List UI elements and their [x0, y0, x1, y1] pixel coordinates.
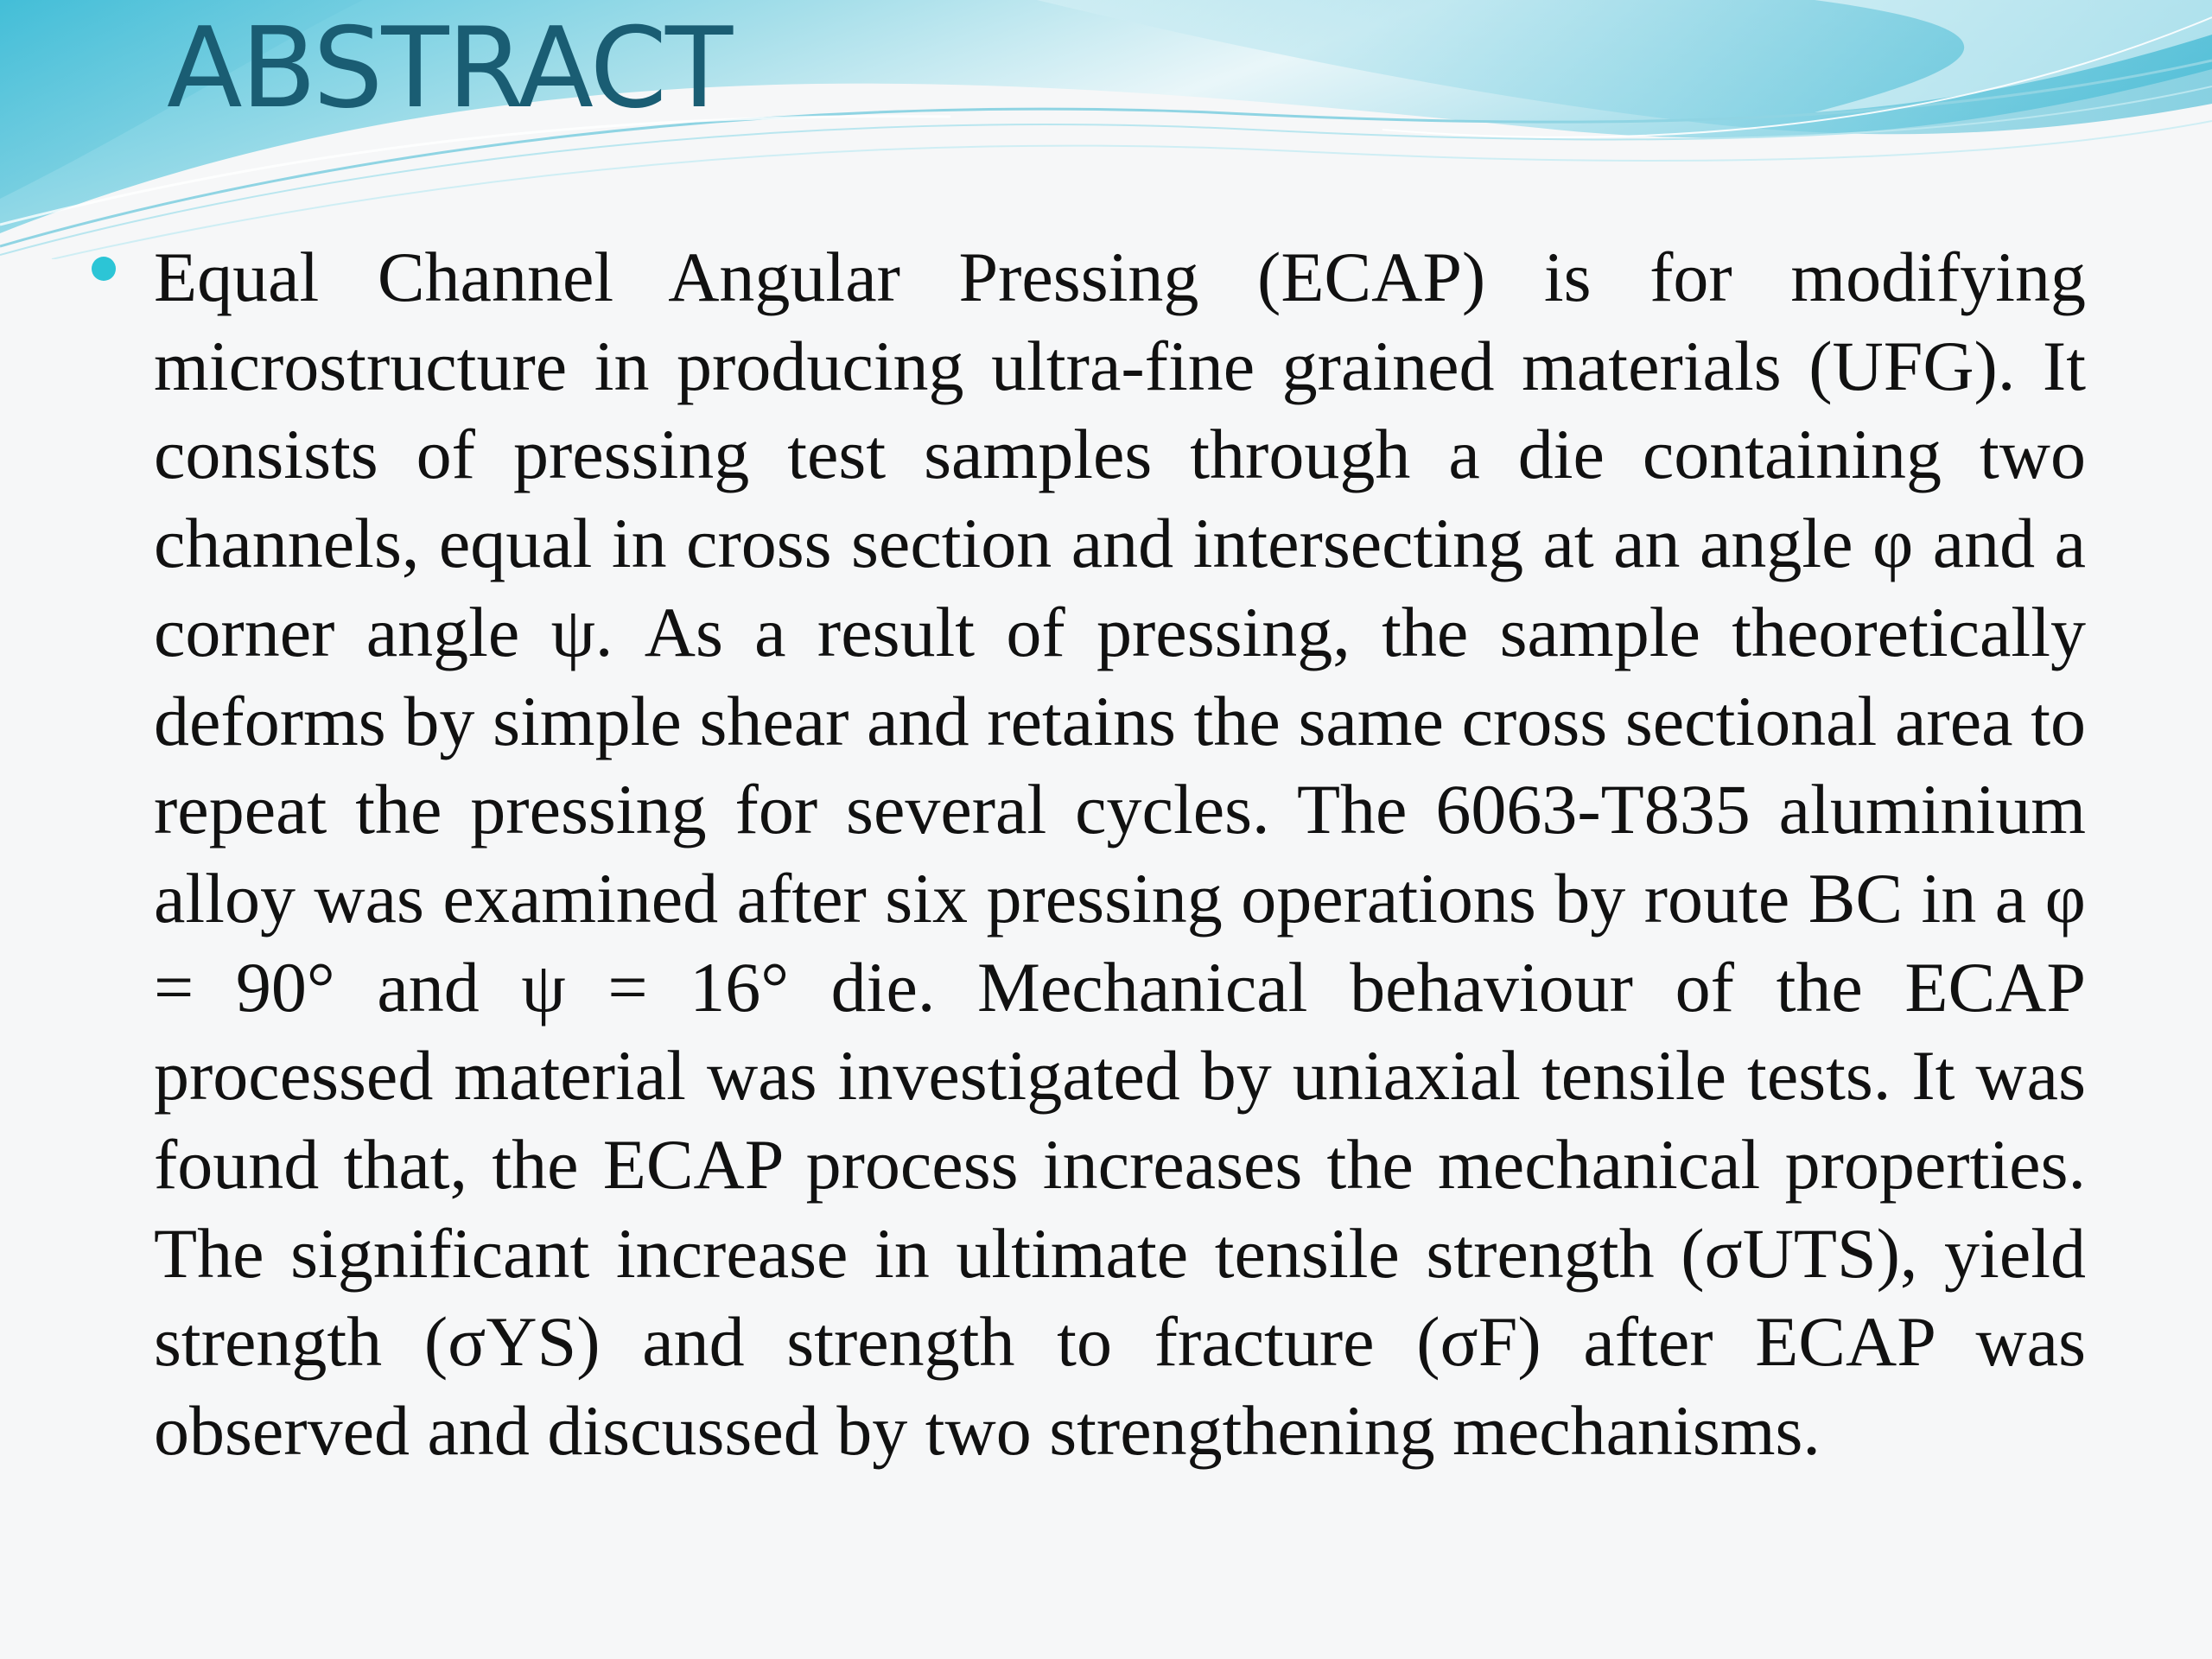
bullet-dot-icon	[92, 257, 116, 281]
abstract-paragraph: Equal Channel Angular Pressing (ECAP) is for modifying microstructure in producing ultra-fine grained materials (UFG). It consists of pressing test samples through a die containing two channels, equal in cross section and intersecting at an angle φ and a corner angle ψ. As a result of pressing, the sample theoretically deforms by simple shear and retains the same cross sectional area to repeat the pressing for several cycles. The 6063-T835 aluminium alloy was examined after six pressing operations by route BC in a φ = 90° and ψ = 16° die. Mechanical behaviour of the ECAP processed material was investigated by uniaxial tensile tests. It was found that, the ECAP process increases the mechanical properties. The significant increase in ultimate tensile strength (σUTS), yield strength (σYS) and strength to fracture (σF) after ECAP was observed and discussed by two strengthening mechanisms.	[154, 238, 2086, 1471]
slide-title: ABSTRACT	[167, 4, 732, 133]
